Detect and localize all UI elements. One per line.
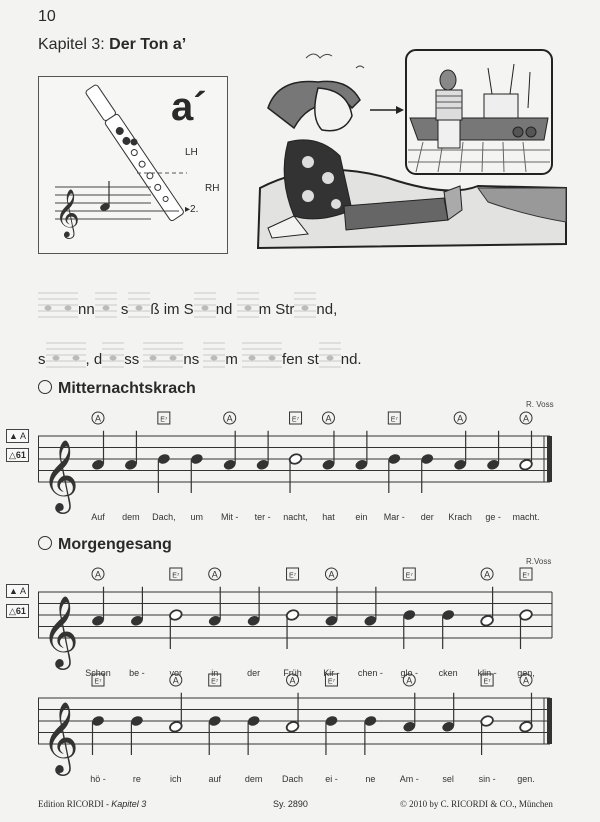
key-label: A [19,431,26,441]
song-title-text: Mitternachtskrach [58,380,196,397]
chord-symbol: E⁷ [291,416,300,424]
blank-note-gap-icon[interactable] [38,292,78,318]
lyric-syllable: Auf [91,512,105,522]
composer: R.Voss [526,557,552,566]
triangle-outline-icon: △ [9,606,16,616]
chord-symbol: E⁷ [94,678,102,686]
checkbox-circle-icon[interactable] [38,536,52,550]
lyric-syllable: hö - [90,774,106,784]
chord-symbol: E⁷ [288,572,297,580]
triangle-filled-icon: ▲ [9,586,18,596]
svg-text:𝄞: 𝄞 [55,188,80,237]
exercise-text: , d [85,351,103,368]
lyric-syllable: Krach [448,512,472,522]
beach-illustration [248,38,568,254]
exercise-text: nd, [316,301,338,318]
lyric-syllable: ein [355,512,368,522]
lyric-syllable: ne [365,774,376,784]
checkbox-circle-icon[interactable] [38,380,52,394]
blank-note-gap-icon[interactable] [95,292,117,318]
music-staff [38,672,556,784]
music-staff [38,566,556,678]
chord-symbol: E⁷ [483,678,491,686]
chord-symbol: A [406,675,413,686]
chord-symbol: E⁷ [390,416,398,424]
song-title-text: Morgengesang [58,536,172,553]
lyric-syllable: um [190,512,204,522]
chord-symbol: E⁷ [172,572,180,580]
track-badge [6,448,29,462]
blank-note-gap-icon[interactable] [194,292,216,318]
fill-in-line-1 [38,292,337,318]
lyric-syllable: gen. [517,774,535,784]
lyric-syllable: Mar - [383,512,405,522]
exercise-text: m [225,351,243,368]
lyric-syllable: Dach [282,774,304,784]
composer: R. Voss [526,400,554,409]
lyric-syllable: klin - [477,668,497,678]
exercise-text: nd. [340,351,362,368]
chord-symbol: A [94,569,102,580]
page-number: 10 [38,8,56,25]
key-badge [6,584,29,598]
exercise-text: nd [215,301,237,318]
lyric-syllable: glo - [400,668,419,678]
lyric-syllable: Am - [399,774,419,784]
chord-symbol: E⁷ [211,678,219,686]
chapter-heading [38,36,186,54]
lyric-syllable: macht. [512,512,540,522]
chord-symbol: A [457,413,464,424]
lyric-syllable: Mit - [220,512,239,522]
lyric-syllable: ich [170,774,182,784]
edition-chapter: Kapitel 3 [111,799,147,809]
blank-note-gap-icon[interactable] [143,342,183,368]
lyric-syllable: hat [322,512,335,522]
lyric-syllable: dem [122,512,140,522]
lyric-syllable: dem [244,774,263,784]
staff-notation-icon [38,672,556,784]
treble-clef-icon: 𝄞 [42,594,79,667]
blank-note-gap-icon[interactable] [102,342,124,368]
chord-symbol: A [484,569,491,580]
note-name: a´ [171,85,207,129]
key-badge [6,429,29,443]
treble-clef-icon: 𝄞 [42,700,79,773]
lyric-syllable: cken [438,668,458,678]
left-hand-label: LH [185,147,198,158]
girl-on-beach-icon [248,38,568,254]
lyric-syllable: der [247,668,261,678]
chapter-prefix: Kapitel 3: [38,36,110,53]
lyric-syllable: be - [129,668,145,678]
blank-note-gap-icon[interactable] [46,342,86,368]
blank-note-gap-icon[interactable] [242,342,282,368]
exercise-text: nn [78,301,95,318]
catalog-number: Sy. 2890 [273,799,308,809]
chord-symbol: E⁷ [405,572,413,580]
exercise-text: ss [124,351,144,368]
chord-symbol: A [328,569,335,580]
chord-symbol: A [172,675,179,686]
blank-note-gap-icon[interactable] [319,342,341,368]
chord-symbol: A [226,413,233,424]
exercise-text: s [38,351,46,368]
exercise-text: ns [183,351,204,368]
edition-label: Edition RICORDI - [38,799,112,809]
lyric-syllable: sin - [478,774,496,784]
chord-symbol: A [211,569,218,580]
chord-symbol: A [325,413,332,424]
music-staff [38,410,556,522]
chord-symbol: A [522,675,530,686]
line-marker: ▸2. [185,204,199,215]
triangle-outline-icon: △ [9,450,16,460]
exercise-text: m Str [258,301,295,318]
track-badge [6,604,29,618]
blank-note-gap-icon[interactable] [128,292,150,318]
chord-symbol: E⁷ [160,416,168,424]
lyric-syllable: Dach, [152,512,176,522]
chord-symbol: E⁷ [522,572,530,580]
track-number: 61 [15,450,26,460]
chapter-title: Der Ton a’ [109,36,187,53]
staff-notation-icon [38,566,556,678]
exercise-text: ß im S [150,301,194,318]
footer-edition [38,799,146,809]
song-title-morgengesang [38,536,172,554]
exercise-text: s [116,301,129,318]
chord-symbol: A [522,413,530,424]
blank-note-gap-icon[interactable] [237,292,259,318]
track-number: 61 [15,606,26,616]
fill-in-line-2 [38,342,362,368]
lyric-syllable: sel [442,774,454,784]
blank-note-gap-icon[interactable] [294,292,316,318]
song-title-mitternachtskrach [38,380,196,398]
triangle-filled-icon: ▲ [9,431,18,441]
key-label: A [19,586,26,596]
lyric-syllable: auf [208,774,221,784]
chord-symbol: A [289,675,296,686]
lyric-syllable: re [132,774,141,784]
lyric-syllable: der [420,512,434,522]
chord-symbol: A [94,413,102,424]
lyric-syllable: nacht, [283,512,308,522]
staff-notation-icon [38,410,556,522]
copyright: © 2010 by C. RICORDI & CO., München [400,799,553,809]
right-hand-label: RH [205,183,220,194]
lyric-syllable: Kir - [323,668,340,678]
lyric-syllable: Früh [283,668,302,678]
lyric-syllable: ter - [254,512,271,522]
lyric-syllable: gen, [517,668,535,678]
lyric-syllable: vor [169,668,183,678]
lyric-syllable: ei - [325,774,338,784]
blank-note-gap-icon[interactable] [203,342,225,368]
fingering-chart [38,76,228,254]
chord-symbol: E⁷ [327,678,336,686]
lyric-syllable: chen - [357,668,383,678]
treble-clef-icon: 𝄞 [42,438,79,511]
lyric-syllable: Schon [85,668,111,678]
exercise-text: fen st [282,351,319,368]
lyric-syllable: ge - [485,512,501,522]
lyric-syllable: in [211,668,219,678]
